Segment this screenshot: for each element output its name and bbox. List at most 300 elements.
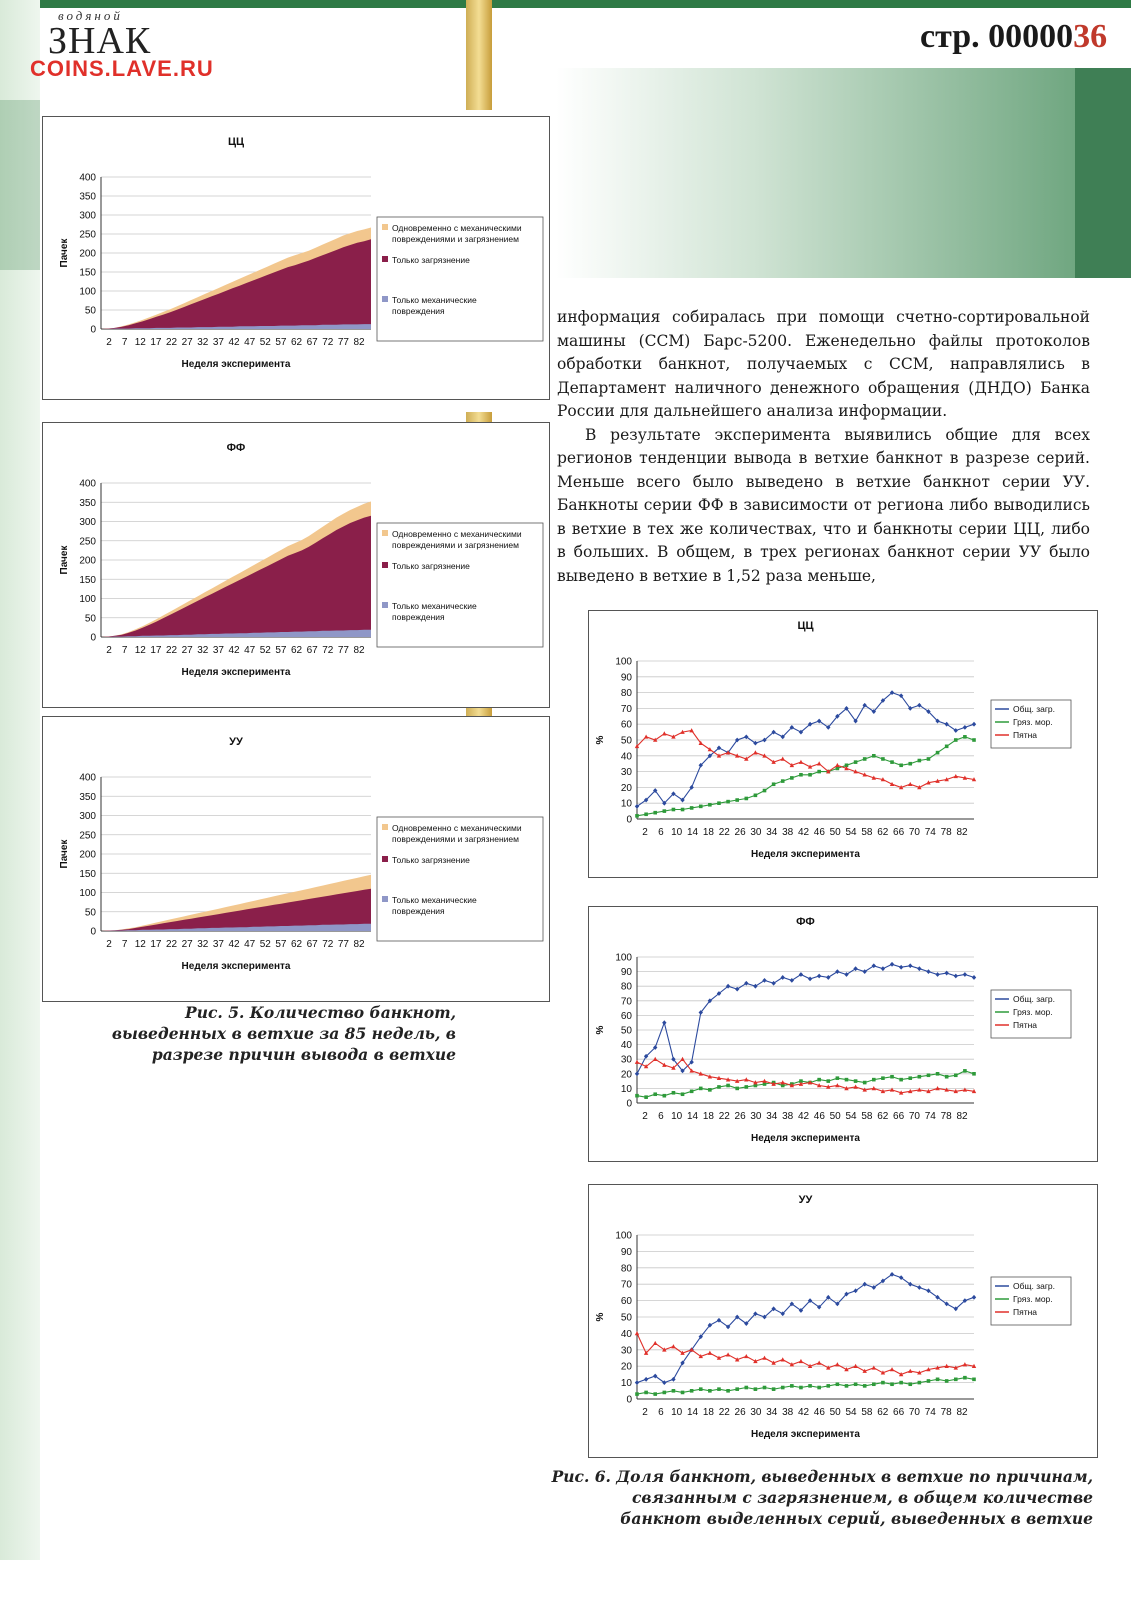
legend-label: Только механические	[392, 895, 477, 905]
point-marker	[844, 972, 848, 977]
legend-label: повреждениями и загрязнением	[392, 540, 519, 550]
point-marker	[908, 1369, 912, 1373]
legend-label: Пятна	[1013, 730, 1038, 740]
point-marker	[781, 779, 785, 783]
x-tick-label: 74	[924, 827, 936, 838]
y-tick-label: 250	[79, 830, 96, 842]
left-margin-band	[0, 100, 40, 270]
x-tick-label: 58	[861, 1407, 873, 1418]
x-tick-label: 82	[956, 1407, 968, 1418]
y-tick-label: 10	[620, 1378, 632, 1390]
x-tick-label: 34	[766, 1111, 778, 1122]
legend-label: Одновременно с механическими	[392, 823, 522, 833]
top-green-stripe	[0, 0, 1131, 8]
chart-title: ЦЦ	[227, 136, 245, 148]
x-tick-label: 74	[924, 1111, 936, 1122]
x-tick-label: 22	[165, 645, 178, 656]
legend-label: повреждения	[392, 612, 445, 622]
chart-title: УУ	[798, 1194, 813, 1206]
point-marker	[781, 1357, 785, 1361]
point-marker	[935, 972, 939, 977]
chart-line-uu	[588, 1184, 1098, 1458]
point-marker	[908, 963, 912, 968]
y-tick-label: 20	[620, 782, 632, 794]
y-tick-label: 350	[79, 497, 96, 509]
x-tick-label: 22	[718, 1111, 730, 1122]
chart-area-cc-svg	[43, 117, 551, 401]
point-marker	[890, 1382, 894, 1386]
legend-label: Гряз. мор.	[1013, 1007, 1053, 1017]
y-axis-label: Пачек	[59, 839, 70, 869]
chart-title: УУ	[229, 736, 243, 748]
point-marker	[772, 1387, 776, 1391]
x-tick-label: 66	[893, 827, 905, 838]
point-marker	[872, 754, 876, 758]
point-marker	[936, 1378, 940, 1382]
x-tick-label: 38	[782, 1111, 794, 1122]
y-tick-label: 0	[90, 324, 96, 336]
y-tick-label: 150	[79, 574, 96, 586]
chart-line-ff-svg	[589, 907, 1099, 1163]
x-tick-label: 32	[197, 645, 209, 656]
y-tick-label: 0	[626, 814, 632, 826]
point-marker	[817, 770, 821, 774]
y-tick-label: 50	[84, 305, 96, 317]
point-marker	[744, 797, 748, 801]
point-marker	[836, 767, 840, 771]
chart-line-ff	[588, 906, 1098, 1162]
y-tick-label: 50	[84, 613, 96, 625]
legend-swatch	[382, 224, 388, 230]
point-marker	[863, 1384, 867, 1388]
x-tick-label: 57	[275, 939, 287, 950]
y-axis-label: %	[595, 735, 606, 745]
point-marker	[799, 972, 803, 977]
x-tick-label: 22	[165, 939, 178, 950]
point-marker	[653, 1092, 657, 1096]
legend-label: Общ. загр.	[1013, 704, 1056, 714]
x-tick-label: 10	[671, 1407, 683, 1418]
x-tick-label: 22	[165, 337, 178, 348]
point-marker	[972, 1378, 976, 1382]
y-tick-label: 300	[79, 517, 96, 528]
point-marker	[681, 808, 685, 812]
point-marker	[945, 1075, 949, 1079]
y-axis-label: %	[595, 1025, 606, 1035]
y-tick-label: 400	[79, 478, 96, 490]
y-tick-label: 100	[615, 952, 632, 964]
point-marker	[872, 963, 876, 968]
x-tick-label: 62	[290, 939, 303, 950]
point-marker	[708, 1088, 712, 1092]
x-tick-label: 17	[150, 645, 162, 656]
point-marker	[927, 757, 931, 761]
point-marker	[918, 1075, 922, 1079]
chart-line-uu-svg	[589, 1185, 1099, 1459]
x-tick-label: 47	[244, 337, 256, 348]
chart-line-cc-svg	[589, 611, 1099, 879]
x-tick-label: 14	[686, 827, 699, 838]
page-number-accent: 36	[1073, 18, 1108, 55]
logo-title: ЗНАК	[48, 20, 152, 62]
chart-line-cc	[588, 610, 1098, 878]
point-marker	[854, 1382, 858, 1386]
y-tick-label: 250	[79, 536, 96, 548]
x-tick-label: 72	[322, 645, 334, 656]
point-marker	[699, 1087, 703, 1091]
x-tick-label: 70	[908, 1407, 921, 1418]
point-marker	[808, 977, 812, 982]
point-marker	[890, 760, 894, 764]
point-marker	[917, 1285, 921, 1290]
x-tick-label: 67	[306, 939, 318, 950]
point-marker	[663, 1391, 667, 1395]
point-marker	[908, 762, 912, 766]
point-marker	[653, 1392, 657, 1396]
point-marker	[954, 1073, 958, 1077]
point-marker	[926, 969, 930, 974]
y-tick-label: 250	[79, 229, 96, 241]
chart-title: ЦЦ	[797, 620, 814, 632]
y-tick-label: 50	[84, 907, 96, 919]
point-marker	[881, 1076, 885, 1080]
point-marker	[763, 789, 767, 793]
x-tick-label: 54	[845, 1111, 857, 1122]
legend-swatch	[382, 896, 388, 902]
y-tick-label: 60	[620, 719, 632, 731]
x-tick-label: 10	[671, 1111, 683, 1122]
y-tick-label: 50	[620, 735, 632, 747]
point-marker	[662, 1020, 666, 1025]
point-marker	[763, 1386, 767, 1390]
point-marker	[808, 773, 812, 777]
point-marker	[835, 1083, 839, 1087]
point-marker	[753, 750, 757, 754]
legend-swatch	[382, 824, 388, 830]
y-tick-label: 80	[620, 1263, 632, 1275]
point-marker	[771, 981, 775, 986]
point-marker	[972, 722, 976, 727]
point-marker	[790, 776, 794, 780]
y-tick-label: 100	[79, 286, 96, 298]
legend-label: Только загрязнение	[392, 561, 470, 571]
point-marker	[681, 1391, 685, 1395]
chart-title: ФФ	[796, 916, 815, 928]
point-marker	[672, 1091, 676, 1095]
y-tick-label: 60	[620, 1010, 632, 1022]
y-tick-label: 70	[620, 1279, 632, 1291]
x-tick-label: 34	[766, 1407, 778, 1418]
article-body	[557, 306, 1090, 588]
y-tick-label: 40	[620, 1328, 632, 1340]
x-tick-label: 47	[244, 645, 256, 656]
point-marker	[890, 962, 894, 967]
x-axis-label: Неделя эксперимента	[181, 359, 291, 370]
x-tick-label: 7	[121, 645, 128, 656]
x-tick-label: 37	[212, 939, 224, 950]
point-marker	[635, 814, 639, 818]
legend-label: повреждениями и загрязнением	[392, 234, 519, 244]
x-tick-label: 82	[956, 1111, 968, 1122]
x-tick-label: 17	[150, 337, 162, 348]
point-marker	[918, 1381, 922, 1385]
legend-label: Только механические	[392, 295, 477, 305]
x-tick-label: 78	[940, 1111, 952, 1122]
x-tick-label: 12	[134, 337, 146, 348]
point-marker	[726, 800, 730, 804]
legend-label: Одновременно с механическими	[392, 529, 522, 539]
x-tick-label: 7	[121, 939, 128, 950]
x-tick-label: 18	[702, 1407, 714, 1418]
y-tick-label: 90	[620, 1246, 632, 1258]
point-marker	[963, 1376, 967, 1380]
y-tick-label: 30	[620, 1345, 632, 1357]
y-tick-label: 200	[79, 849, 96, 861]
point-marker	[890, 1075, 894, 1079]
point-marker	[671, 1377, 675, 1382]
point-marker	[817, 761, 821, 765]
x-tick-label: 27	[181, 645, 193, 656]
x-tick-label: 52	[259, 645, 271, 656]
x-tick-label: 34	[766, 827, 778, 838]
x-axis-label: Неделя эксперимента	[751, 1133, 860, 1144]
x-tick-label: 82	[353, 645, 365, 656]
point-marker	[726, 1352, 730, 1356]
legend-label: Общ. загр.	[1013, 1281, 1056, 1291]
x-tick-label: 77	[337, 337, 349, 348]
x-tick-label: 78	[940, 827, 952, 838]
point-marker	[845, 1078, 849, 1082]
legend-label: Только механические	[392, 601, 477, 611]
x-tick-label: 42	[228, 939, 240, 950]
x-tick-label: 27	[181, 939, 193, 950]
point-marker	[908, 1076, 912, 1080]
legend-label: Гряз. мор.	[1013, 1294, 1053, 1304]
line-series-1	[637, 1071, 974, 1097]
point-marker	[726, 1389, 730, 1393]
x-axis-label: Неделя эксперимента	[751, 849, 860, 860]
y-tick-label: 0	[90, 926, 96, 938]
x-tick-label: 17	[150, 939, 162, 950]
legend-label: Общ. загр.	[1013, 994, 1056, 1004]
point-marker	[945, 745, 949, 749]
chart-title: ФФ	[226, 442, 246, 454]
x-tick-label: 62	[290, 645, 303, 656]
x-tick-label: 42	[228, 337, 240, 348]
x-tick-label: 26	[734, 827, 746, 838]
point-marker	[817, 1361, 821, 1365]
paragraph-1: информация собиралась при помощи счетно-сортировальной машины (ССМ) Барс-5200. Еженедельно файлы протоколов обработки банкнот, получаемых с ССМ, направлялись в Департамент наличного денежного обращения (ДНДО) Банка России для дальнейшего анализа информации.	[557, 308, 1090, 420]
point-marker	[936, 751, 940, 755]
logo-subtitle: водяной	[58, 8, 123, 23]
legend-label: повреждения	[392, 906, 445, 916]
x-tick-label: 66	[893, 1111, 905, 1122]
point-marker	[708, 1389, 712, 1393]
point-marker	[762, 1356, 766, 1360]
point-marker	[853, 966, 857, 971]
legend-swatch	[382, 602, 388, 608]
x-tick-label: 58	[861, 827, 873, 838]
y-tick-label: 70	[620, 703, 632, 715]
point-marker	[762, 978, 766, 983]
point-marker	[744, 981, 748, 986]
point-marker	[708, 747, 712, 751]
x-tick-label: 77	[337, 645, 349, 656]
point-marker	[954, 738, 958, 742]
x-tick-label: 12	[134, 645, 146, 656]
point-marker	[635, 1380, 639, 1385]
y-tick-label: 150	[79, 267, 96, 279]
point-marker	[690, 1389, 694, 1393]
legend-swatch	[382, 562, 388, 568]
x-tick-label: 6	[658, 827, 664, 838]
point-marker	[681, 1092, 685, 1096]
y-tick-label: 0	[626, 1394, 632, 1406]
x-tick-label: 82	[353, 337, 365, 348]
point-marker	[972, 1295, 976, 1300]
x-tick-label: 46	[813, 827, 825, 838]
y-tick-label: 350	[79, 191, 96, 203]
figure-5-caption: Рис. 5. Количество банкнот, выведенных в ветхие за 85 недель, в разрезе причин вывода в ветхие	[111, 1003, 456, 1064]
point-marker	[835, 969, 839, 974]
point-marker	[954, 974, 958, 979]
point-marker	[781, 757, 785, 761]
x-tick-label: 6	[658, 1407, 664, 1418]
legend-swatch	[382, 856, 388, 862]
x-tick-label: 62	[877, 1111, 889, 1122]
x-tick-label: 66	[893, 1407, 905, 1418]
point-marker	[644, 812, 648, 816]
x-tick-label: 70	[908, 1111, 921, 1122]
y-tick-label: 80	[620, 688, 632, 700]
point-marker	[672, 808, 676, 812]
point-marker	[963, 735, 967, 739]
chart-area-cc	[42, 116, 550, 400]
x-tick-label: 52	[259, 939, 271, 950]
x-tick-label: 14	[686, 1111, 699, 1122]
point-marker	[781, 1386, 785, 1390]
y-tick-label: 400	[79, 772, 96, 784]
point-marker	[781, 1080, 785, 1084]
y-tick-label: 200	[79, 555, 96, 567]
y-tick-label: 300	[79, 210, 96, 222]
point-marker	[954, 1378, 958, 1382]
x-tick-label: 67	[306, 645, 318, 656]
x-tick-label: 67	[306, 337, 318, 348]
point-marker	[635, 1060, 639, 1064]
point-marker	[972, 975, 976, 980]
point-marker	[881, 1381, 885, 1385]
x-tick-label: 22	[718, 1407, 730, 1418]
legend-label: Пятна	[1013, 1020, 1038, 1030]
line-series-1	[637, 1378, 974, 1394]
x-tick-label: 22	[718, 827, 730, 838]
y-tick-label: 90	[620, 672, 632, 684]
x-tick-label: 42	[797, 1111, 810, 1122]
point-marker	[635, 1071, 639, 1076]
point-marker	[908, 782, 912, 786]
point-marker	[690, 1090, 694, 1094]
x-tick-label: 26	[734, 1407, 746, 1418]
legend-label: Гряз. мор.	[1013, 717, 1053, 727]
point-marker	[817, 1078, 821, 1082]
x-tick-label: 32	[197, 337, 209, 348]
line-series-0	[637, 693, 974, 807]
x-tick-label: 74	[924, 1407, 936, 1418]
point-marker	[963, 725, 967, 730]
y-tick-label: 80	[620, 981, 632, 993]
x-tick-label: 78	[940, 1407, 952, 1418]
page-number	[920, 18, 1107, 56]
point-marker	[881, 757, 885, 761]
legend-label: Только загрязнение	[392, 855, 470, 865]
point-marker	[744, 1386, 748, 1390]
legend-swatch	[382, 256, 388, 262]
x-tick-label: 2	[642, 827, 648, 838]
x-tick-label: 47	[244, 939, 256, 950]
point-marker	[744, 1085, 748, 1089]
point-marker	[863, 757, 867, 761]
point-marker	[872, 1382, 876, 1386]
point-marker	[735, 987, 739, 992]
point-marker	[735, 1087, 739, 1091]
point-marker	[717, 1085, 721, 1089]
point-marker	[835, 763, 839, 767]
x-tick-label: 12	[134, 939, 146, 950]
x-tick-label: 82	[353, 939, 365, 950]
x-tick-label: 46	[813, 1111, 825, 1122]
y-tick-label: 50	[620, 1312, 632, 1324]
x-tick-label: 42	[797, 827, 810, 838]
chart-area-ff-svg	[43, 423, 551, 709]
x-tick-label: 14	[686, 1407, 699, 1418]
y-tick-label: 10	[620, 798, 632, 810]
point-marker	[753, 984, 757, 989]
y-axis-label: Пачек	[59, 545, 70, 575]
point-marker	[826, 975, 830, 980]
point-marker	[963, 972, 967, 977]
x-tick-label: 42	[797, 1407, 810, 1418]
chart-area-uu-svg	[43, 717, 551, 1003]
point-marker	[908, 1382, 912, 1386]
point-marker	[699, 805, 703, 809]
point-marker	[918, 759, 922, 763]
legend-swatch	[382, 530, 388, 536]
x-tick-label: 2	[106, 645, 112, 656]
x-tick-label: 30	[750, 827, 762, 838]
point-marker	[644, 734, 648, 738]
x-tick-label: 54	[845, 1407, 857, 1418]
y-tick-label: 30	[620, 767, 632, 779]
point-marker	[826, 1384, 830, 1388]
x-axis-label: Неделя эксперимента	[181, 961, 291, 972]
x-tick-label: 2	[106, 939, 112, 950]
x-tick-label: 7	[121, 337, 128, 348]
point-marker	[845, 1384, 849, 1388]
point-marker	[817, 1386, 821, 1390]
point-marker	[972, 738, 976, 742]
x-tick-label: 57	[275, 645, 287, 656]
x-tick-label: 30	[750, 1407, 762, 1418]
x-axis-label: Неделя эксперимента	[751, 1429, 860, 1440]
point-marker	[754, 1387, 758, 1391]
point-marker	[799, 760, 803, 764]
x-tick-label: 72	[322, 337, 334, 348]
x-tick-label: 38	[782, 827, 794, 838]
point-marker	[817, 974, 821, 979]
x-tick-label: 62	[877, 1407, 889, 1418]
x-tick-label: 54	[845, 827, 857, 838]
